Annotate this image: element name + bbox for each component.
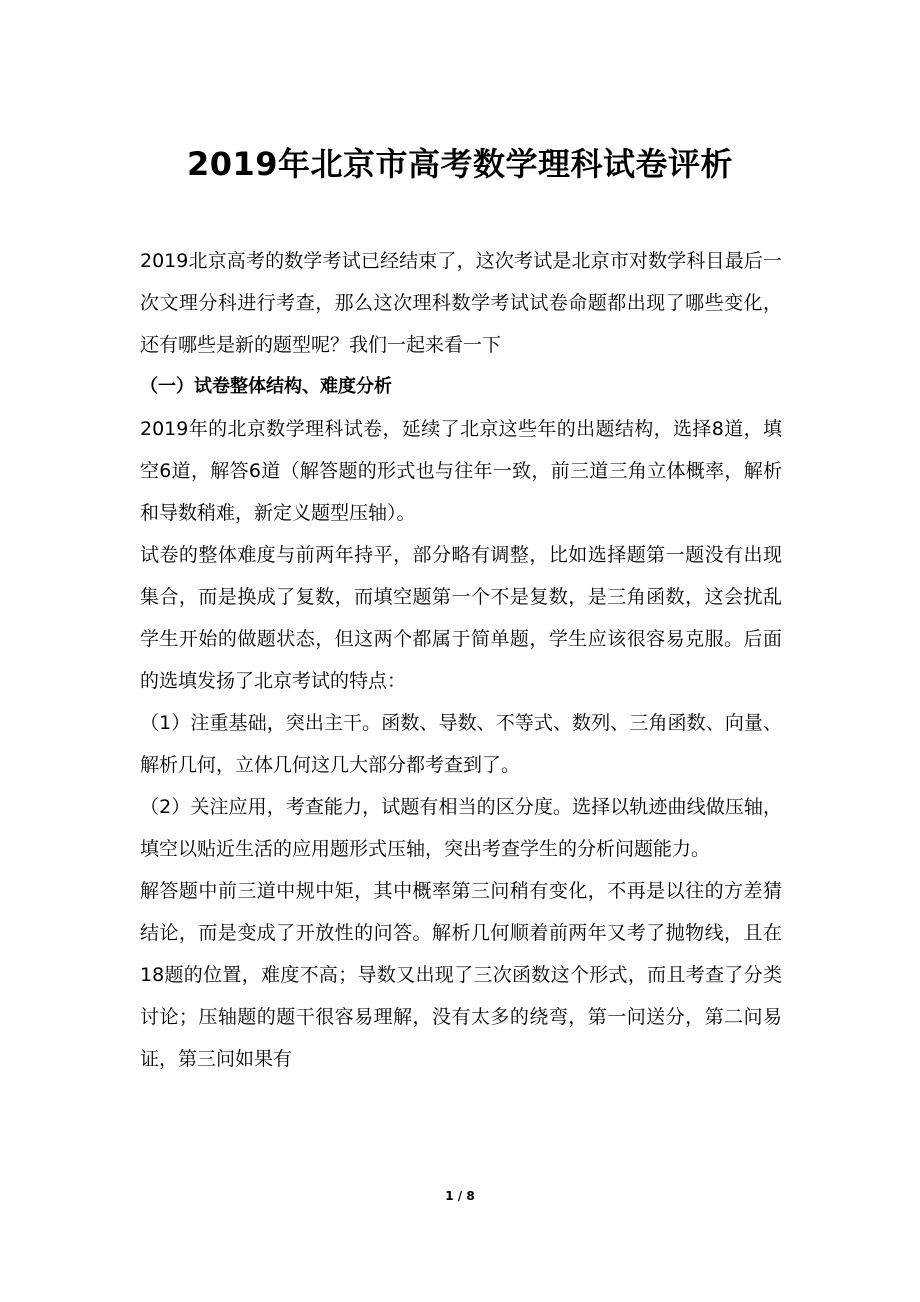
document-title: 2019年北京市高考数学理科试卷评析 (186, 145, 734, 183)
difficulty-paragraph: 试卷的整体难度与前两年持平，部分略有调整，比如选择题第一题没有出现集合，而是换成了复数，而填空题第一个不是复数，是三角函数，这会扰乱学生开始的做题状态，但这两个都属于简单题，学生应该很容易克服。后面的选填发扬了北京考试的特点： (140, 544, 782, 692)
answer-questions-paragraph: 解答题中前三道中规中矩，其中概率第三问稍有变化，不再是以往的方差猜结论，而是变成了开放性的问答。解析几何顺着前两年又考了抛物线，且在18题的位置，难度不高；导数又出现了三次函数这个形式，而且考查了分类讨论；压轴题的题干很容易理解，没有太多的绕弯，第一问送分，第二问易证，第三问如果有 (140, 880, 782, 1070)
intro-paragraph: 2019北京高考的数学考试已经结束了，这次考试是北京市对数学科目最后一次文理分科进行考查，那么这次理科数学考试试卷命题都出现了哪些变化，还有哪些是新的题型呢？我们一起来看一下 (140, 250, 782, 356)
point-1-paragraph: （1）注重基础，突出主干。函数、导数、不等式、数列、三角函数、向量、解析几何，立体几何这几大部分都考查到了。 (140, 712, 782, 776)
document-body (140, 240, 782, 1080)
section-heading: （一）试卷整体结构、难度分析 (140, 376, 392, 397)
page-number: 1 / 8 (445, 1189, 475, 1203)
structure-paragraph: 2019年的北京数学理科试卷，延续了北京这些年的出题结构，选择8道，填空6道，解答6道（解答题的形式也与往年一致，前三道三角立体概率，解析和导数稍难，新定义题型压轴）。 (140, 418, 782, 524)
point-2-paragraph: （2）关注应用，考查能力，试题有相当的区分度。选择以轨迹曲线做压轴，填空以贴近生活的应用题形式压轴，突出考查学生的分析问题能力。 (140, 796, 782, 860)
